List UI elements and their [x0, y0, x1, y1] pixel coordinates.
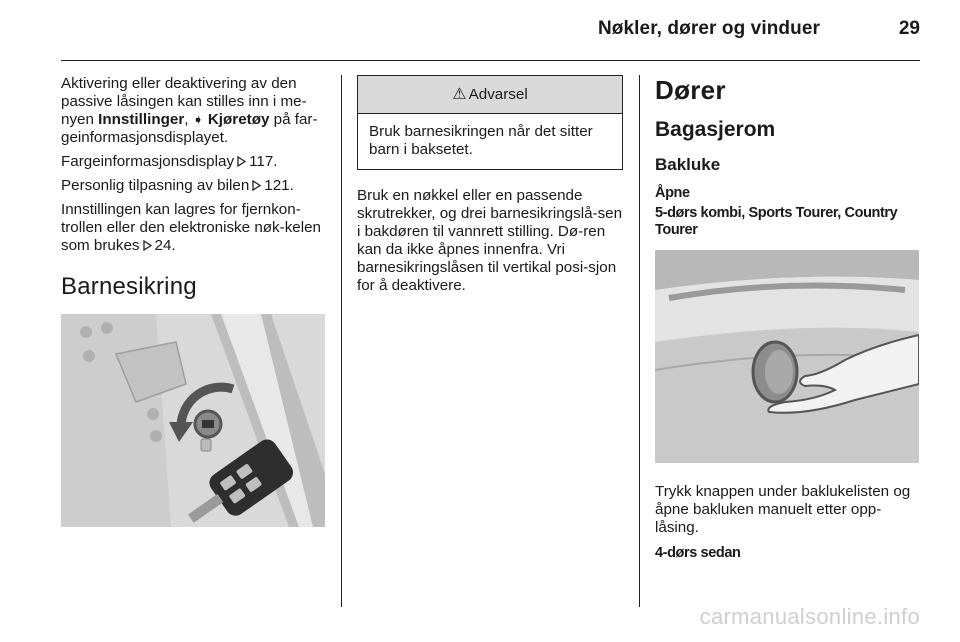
tailgate-illustration	[655, 250, 919, 463]
middle-column	[357, 75, 623, 301]
warning-box	[357, 75, 623, 170]
section-heading-doors: Dører	[655, 75, 726, 105]
passive-locking-paragraph	[61, 75, 327, 147]
watermark: carmanualsonline.info	[699, 604, 920, 629]
menu-item-vehicle: Kjøretøy	[203, 111, 270, 128]
page-number: 29	[898, 18, 920, 39]
right-column	[655, 75, 921, 562]
child-lock-illustration	[61, 314, 325, 527]
subheading-sedan: 4-dørs sedan	[655, 545, 741, 561]
section-heading-tailgate: Bakluke	[655, 155, 721, 174]
subheading-body-variants: 5-dørs kombi, Sports Tourer, Country Tourer	[655, 205, 898, 238]
menu-item-settings: Innstillinger	[98, 111, 185, 128]
remote-key-text: Innstillingen kan lagres for fjernkon-trollen eller den elektroniske nøk-kelen som brukes	[61, 201, 322, 254]
page-header-title: Nøkler, dører og vinduer	[597, 18, 820, 39]
warning-triangle-icon: ⚠	[452, 85, 467, 103]
warning-text: Bruk barnesikringen når det sitter barn i baksetet.	[369, 123, 593, 158]
display-reference-text: Fargeinformasjonsdisplay	[61, 153, 235, 170]
header-divider	[61, 60, 920, 61]
subheading-open: Åpne	[655, 185, 690, 201]
section-heading-luggage-compartment: Bagasjerom	[655, 118, 776, 141]
section-heading-child-lock: Barnesikring	[61, 273, 197, 300]
warning-header	[358, 76, 622, 114]
display-reference-paragraph	[61, 153, 327, 171]
menu-arrow-icon: ➧	[192, 112, 204, 127]
page-reference-arrow-icon	[237, 156, 247, 167]
column-divider-1	[341, 75, 342, 607]
page-reference-arrow-icon	[143, 240, 153, 251]
personalisation-reference-page: 121.	[264, 177, 294, 194]
menu-separator: ,	[184, 111, 193, 128]
column-divider-2	[639, 75, 640, 607]
display-reference-page: 117.	[249, 153, 278, 170]
page-reference-arrow-icon	[252, 180, 262, 191]
left-column	[61, 75, 327, 527]
personalisation-reference-text: Personlig tilpasning av bilen	[61, 177, 250, 194]
personalisation-reference-paragraph	[61, 177, 327, 195]
child-lock-instructions: Bruk en nøkkel eller en passende skrutrekker, og drei barnesikringslå-sen i bakdøren til vannrett stilling. Dø-ren kan da ikke åpnes innenfra. Vri barnesikringslåsen til vertikal posi-sjon for å deaktivere.	[357, 187, 623, 294]
remote-key-reference-page: 24.	[154, 237, 176, 254]
remote-key-paragraph	[61, 201, 327, 255]
passive-locking-text: Aktivering eller deaktivering av den passive låsingen kan stilles inn i me-nyen	[61, 75, 307, 128]
tailgate-instructions: Trykk knappen under baklukelisten og åpne bakluken manuelt etter opp-låsing.	[655, 483, 911, 536]
passive-locking-text-end: på far-geinformasjonsdisplayet.	[61, 111, 318, 146]
warning-title: Advarsel	[468, 85, 528, 103]
